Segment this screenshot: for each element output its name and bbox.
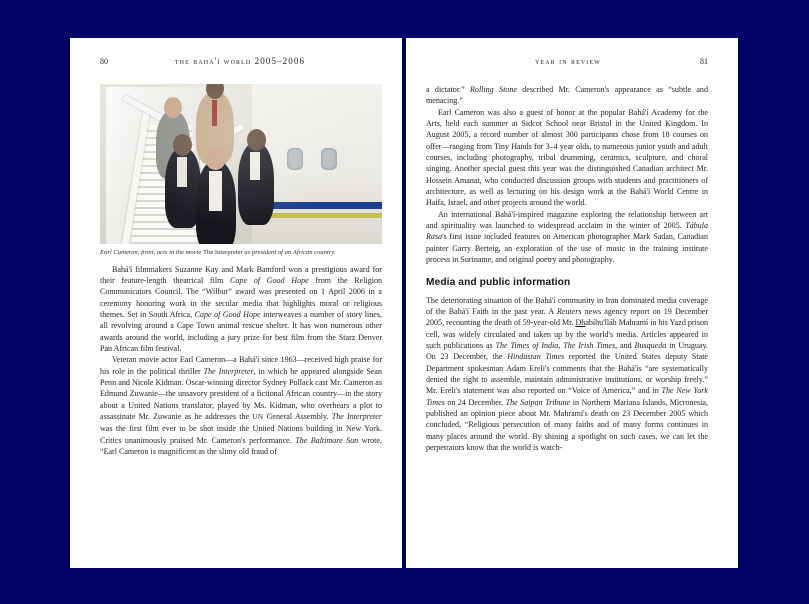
right-page-body [426,84,708,453]
figure-caption [100,248,376,258]
left-page-body [100,264,382,458]
paragraph: Earl Cameron was also a guest of honor at the popular Bahá'í Academy for the Arts, held each summer at Sidcot School near Bristol in the United Kingdom. In August 2005, a record number of almost 300 participants chose from 18 courses on offer—ranging from Tiny Hands for 3–4 year olds, to numerous junior youth and adult courses, including photography, tribal drumming, ceramics, sculpture, and choral singing. Another special guest this year was the distinguished Canadian architect Mr. Hossein Amanat, who conducted discussion groups with students and practitioners of architecture, as well as lecturing on his design work at the Bahá'í World Centre in Haifa, Israel, and other projects around the world. [426,107,708,208]
caption-text-before: Earl Cameron, front, acts in the movie [100,249,203,256]
caption-movie-title: The Interpreter [203,249,243,256]
section-heading: Media and public information [426,276,571,288]
paragraph: a dictator.” Rolling Stone described Mr. Cameron's appearance as “subtle and menacing.” [426,85,708,106]
paragraph: An international Bahá'í-inspired magazine exploring the relationship between art and spirituality was launched to widespread acclaim in the winter of 2005. Tábula Rasa's first issue included features on American photographer Mark Sadan, Canadian painter Garry Berteig, an exploration of the use of music in the training institute process in Suriname, and original poetry and photography. [426,209,708,265]
photo-grain-overlay [100,84,382,244]
caption-text-after: as president of an African country. [242,249,336,256]
right-running-title: year in review [535,56,601,66]
left-page [70,38,402,568]
left-running-title: the bahá'í world 2005–2006 [174,56,306,66]
book-spread [70,38,738,568]
paragraph: The deteriorating situation of the Bahá'í community in Iran dominated media coverage of the Bahá'í Faith in the past year. A Reuters news agency report on 19 December 2005, recounting the death of 59-year-old Mr. Dhabíhu'lláh Mahramí in his Yazd prison cell, was widely circulated and taken up by the world's media. Articles appeared in such publications as The Times of India, The Irish Times, and Busqueda in Uruguay. On 23 December, the Hindustan Times reported the United States deputy State Department spokesman Adam Ereli's comments that the Bahá'ís “are systematically denied the right to assemble, maintain administrative institutions, or worship freely.” Mr. Ereli's statement was also reported on “Voice of America,” and in The New York Times on 24 December. The Saipan Tribune in Northern Mariana Islands, Micronesia, published an opinion piece about Mr. Mahramí's death on 23 December 2005 which concluded, “Religious persecution of many faiths and of many forms continues in many places around the world. By shining a spotlight on such cases, we can let the perpetrators know that the world is watch- [426,295,709,452]
left-running-head [100,56,382,72]
right-folio: 81 [700,57,708,66]
paragraph: Veteran movie actor Earl Cameron—a Bahá'í since 1963—received high praise for his role in the political thriller The Interpreter, in which he appeared alongside Sean Penn and Nicole Kidman. Oscar-winning director Sydney Pollack cast Mr. Cameron as Edmund Zuwanie—the unsavory president of a fictional African country—in the story about a United Nations translator, played by Ms. Kidman, who overhears a plot to assassinate Mr. Zuwanie as he addresses the UN General Assembly. The Interpreter was the first film ever to be shot inside the United Nations building in New York. Critics unanimously praised Mr. Cameron's performance. The Baltimore Sun wrote, “Earl Cameron is magnificent as the slimy old fraud of [100,355,383,456]
left-folio: 80 [100,57,108,66]
right-page [406,38,738,568]
figure [100,84,382,258]
right-running-head [426,56,708,72]
paragraph: Bahá'í filmmakers Suzanne Kay and Mark Bamford won a prestigious award for their feature-length theatrical film Cape of Good Hope from the Religion Communicators Council. The “Wilbur” award was presented on 1 April 2006 in a ceremony honoring work in the secular media that highlights moral or religious themes. Set in South Africa, Cape of Good Hope interweaves a number of story lines, all revolving around a Cape Town animal rescue shelter. It has won numerous other awards around the world, including a jury prize for best film from the Starz Denver Pan African film festival. [100,264,383,353]
film-still-photo [100,84,382,244]
